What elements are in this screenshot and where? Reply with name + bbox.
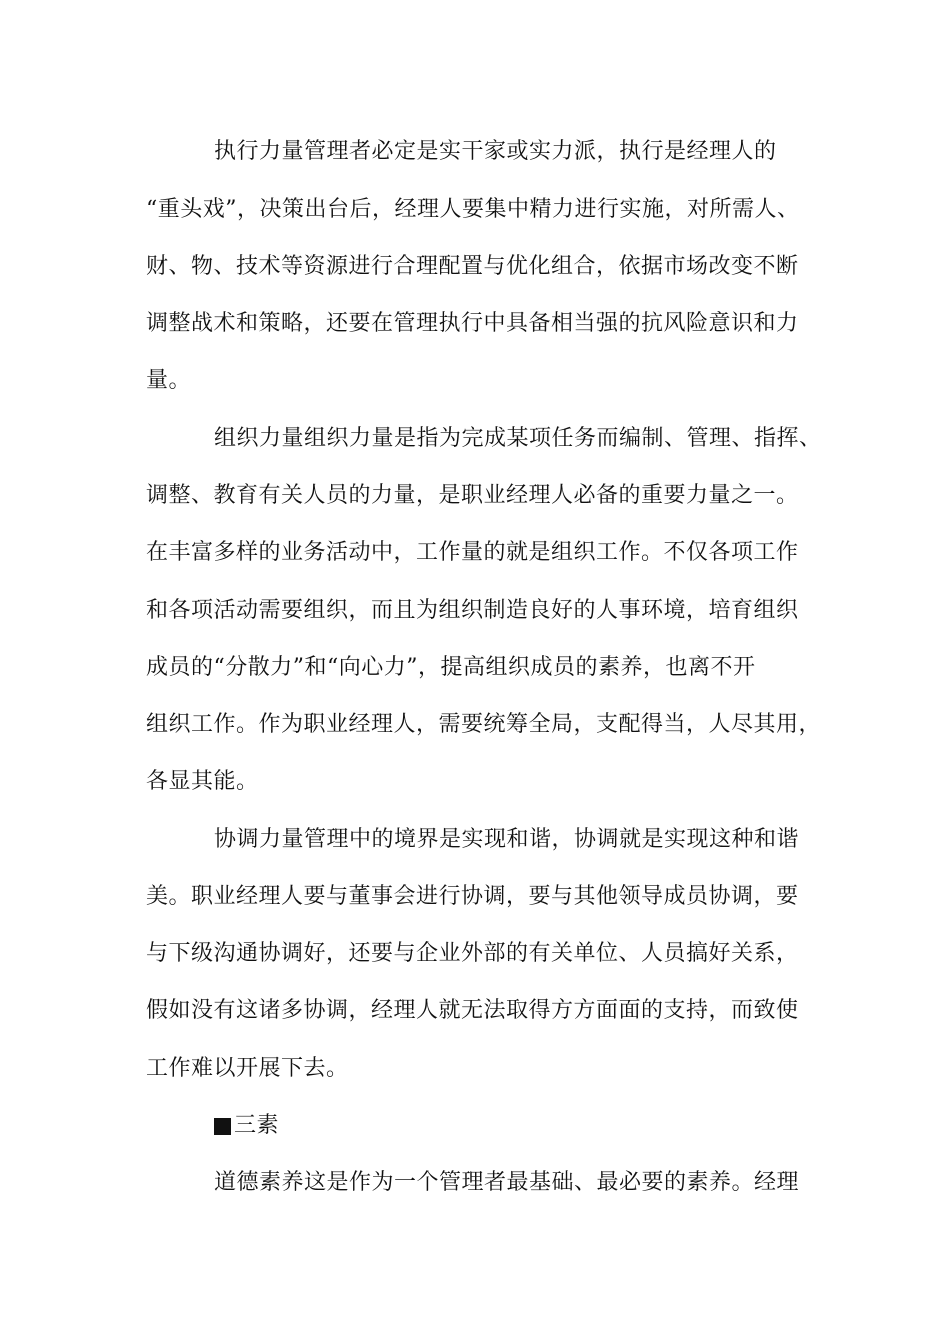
- text-line: 组织力量组织力量是指为完成某项任务而编制、管理、指挥、: [214, 426, 822, 451]
- text-line: 在丰富多样的业务活动中，工作量的就是组织工作。不仅各项工作: [146, 540, 799, 565]
- text-line: 假如没有这诸多协调，经理人就无法取得方方面面的支持，而致使: [146, 998, 799, 1023]
- square-bullet-icon: [214, 1118, 231, 1135]
- text-line: 各显其能。: [146, 769, 259, 794]
- text-line: 协调力量管理中的境界是实现和谐，协调就是实现这种和谐: [214, 827, 800, 852]
- text-line: 量。: [146, 368, 192, 393]
- text-line: 执行力量管理者必定是实干家或实力派，执行是经理人的: [214, 139, 777, 164]
- text-line: 调整、教育有关人员的力量，是职业经理人必备的重要力量之一。: [146, 483, 799, 508]
- text-line: 成员的“分散力”和“向心力”，提高组织成员的素养，也离不开: [146, 655, 756, 680]
- text-line: 美。职业经理人要与董事会进行协调，要与其他领导成员协调，要: [146, 884, 799, 909]
- text-line: 工作难以开展下去。: [146, 1056, 349, 1081]
- text-line: 调整战术和策略，还要在管理执行中具备相当强的抗风险意识和力: [146, 311, 799, 336]
- text-line: “重头戏”，决策出台后，经理人要集中精力进行实施，对所需人、: [146, 197, 800, 222]
- text-line: 与下级沟通协调好，还要与企业外部的有关单位、人员搞好关系，: [146, 941, 799, 966]
- section-heading-text: 三素: [234, 1113, 280, 1138]
- text-line: 组织工作。作为职业经理人，需要统筹全局，支配得当，人尽其用，: [146, 712, 822, 737]
- section-heading: [214, 1111, 279, 1141]
- text-line: 道德素养这是作为一个管理者最基础、最必要的素养。经理: [214, 1170, 800, 1195]
- text-line: 和各项活动需要组织，而且为组织制造良好的人事环境，培育组织: [146, 598, 799, 623]
- text-line: 财、物、技术等资源进行合理配置与优化组合，依据市场改变不断: [146, 254, 799, 279]
